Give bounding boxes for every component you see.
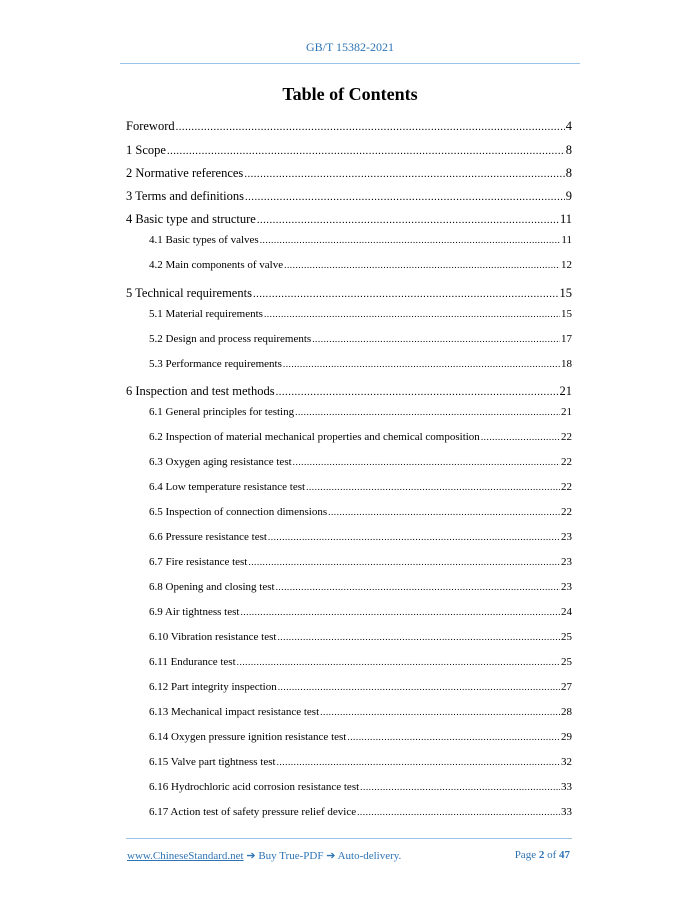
toc-entry-label: 2 Normative references [126, 166, 244, 180]
toc-entry-chapter[interactable] [126, 119, 572, 134]
site-link[interactable]: www.ChineseStandard.net [127, 850, 244, 862]
toc-entry-section[interactable] [149, 581, 572, 593]
toc-dot-leader [306, 483, 560, 493]
toc-entry-page: 21 [559, 384, 572, 398]
toc-dot-leader [295, 408, 560, 418]
toc-dot-leader [167, 146, 565, 157]
toc-entry-page: 21 [561, 406, 572, 418]
page-title: Table of Contents [282, 84, 418, 104]
toc-dot-leader [253, 289, 559, 300]
toc-entry-page: 8 [565, 143, 572, 157]
footer-rule [126, 838, 572, 839]
toc-entry-label: 6.17 Action test of safety pressure relief device [149, 806, 357, 818]
page-indicator [515, 849, 570, 861]
toc-dot-leader [260, 236, 561, 246]
page-total: 47 [559, 849, 570, 861]
toc-entry-page: 25 [561, 656, 572, 668]
toc-entry-section[interactable] [149, 481, 572, 493]
toc-entry-label: 6.7 Fire resistance test [149, 556, 248, 568]
toc-dot-leader [284, 261, 560, 271]
toc-entry-label: 4 Basic type and structure [126, 212, 256, 226]
toc-entry-page: 4 [565, 119, 572, 133]
toc-entry-chapter[interactable] [126, 143, 572, 158]
toc-entry-section[interactable] [149, 431, 572, 443]
toc-entry-label: 3 Terms and definitions [126, 189, 244, 203]
toc-entry-label: 6.8 Opening and closing test [149, 581, 275, 593]
toc-entry-label: 4.2 Main components of valve [149, 259, 284, 271]
toc-entry-label: 6 Inspection and test methods [126, 384, 275, 398]
toc-dot-leader [245, 192, 565, 203]
toc-entry-label: 6.2 Inspection of material mechanical properties and chemical composition [149, 431, 480, 443]
toc-entry-section[interactable] [149, 656, 572, 668]
toc-dot-leader [481, 433, 560, 443]
toc-entry-label: Foreword [126, 119, 175, 133]
toc-dot-leader [248, 558, 560, 568]
toc-dot-leader [328, 508, 560, 518]
toc-entry-label: 1 Scope [126, 143, 166, 157]
toc-entry-page: 22 [561, 506, 572, 518]
page-current: 2 [538, 849, 545, 861]
toc-entry-page: 24 [561, 606, 572, 618]
toc-entry-label: 5 Technical requirements [126, 286, 252, 300]
delivery-text: Auto-delivery. [337, 850, 402, 862]
toc-entry-page: 15 [561, 308, 572, 320]
buy-link[interactable]: Buy True-PDF [258, 850, 324, 862]
toc-dot-leader [357, 808, 560, 818]
toc-entry-section[interactable] [149, 706, 572, 718]
toc-dot-leader [293, 458, 560, 468]
toc-entry-section[interactable] [149, 731, 572, 743]
toc-entry-label: 5.1 Material requirements [149, 308, 263, 320]
toc-entry-chapter[interactable] [126, 166, 572, 181]
footer-promo [127, 849, 401, 862]
right-arrow-icon: ➔ [326, 850, 336, 862]
toc-dot-leader [278, 683, 560, 693]
toc-dot-leader [276, 387, 559, 398]
toc-entry-section[interactable] [149, 234, 572, 246]
toc-entry-page: 18 [561, 358, 572, 370]
toc-entry-page: 22 [561, 431, 572, 443]
toc-dot-leader [237, 658, 560, 668]
toc-entry-label: 6.15 Valve part tightness test [149, 756, 276, 768]
toc-entry-page: 11 [559, 212, 572, 226]
toc-entry-page: 23 [561, 531, 572, 543]
toc-entry-page: 9 [565, 189, 572, 203]
toc-entry-section[interactable] [149, 556, 572, 568]
toc-entry-label: 6.16 Hydrochloric acid corrosion resistance test [149, 781, 360, 793]
right-arrow-icon: ➔ [246, 850, 256, 862]
toc-entry-section[interactable] [149, 781, 572, 793]
toc-dot-leader [244, 169, 564, 180]
toc-entry-chapter[interactable] [126, 212, 572, 227]
toc-dot-leader [268, 533, 560, 543]
toc-entry-label: 6.1 General principles for testing [149, 406, 295, 418]
toc-entry-page: 32 [561, 756, 572, 768]
toc-dot-leader [277, 633, 560, 643]
toc-entry-page: 12 [561, 259, 572, 271]
toc-dot-leader [347, 733, 560, 743]
toc-entry-label: 6.10 Vibration resistance test [149, 631, 277, 643]
toc-entry-section[interactable] [149, 456, 572, 468]
toc-entry-section[interactable] [149, 333, 572, 345]
toc-entry-section[interactable] [149, 756, 572, 768]
toc-dot-leader [240, 608, 560, 618]
toc-entry-section[interactable] [149, 681, 572, 693]
toc-entry-page: 11 [561, 234, 572, 246]
toc-entry-section[interactable] [149, 631, 572, 643]
toc-entry-page: 22 [561, 481, 572, 493]
page-word: Page [514, 849, 537, 861]
toc-entry-section[interactable] [149, 806, 572, 818]
toc-entry-label: 6.9 Air tightness test [149, 606, 240, 618]
toc-dot-leader [264, 310, 560, 320]
toc-entry-page: 33 [561, 781, 572, 793]
toc-dot-leader [312, 335, 560, 345]
toc-entry-label: 6.3 Oxygen aging resistance test [149, 456, 292, 468]
toc-dot-leader [276, 583, 560, 593]
toc-entry-section[interactable] [149, 531, 572, 543]
header-rule [120, 63, 580, 64]
toc-dot-leader [360, 783, 560, 793]
toc-entry-label: 5.3 Performance requirements [149, 358, 282, 370]
toc-dot-leader [320, 708, 560, 718]
toc-dot-leader [176, 122, 565, 133]
toc-entry-section[interactable] [149, 506, 572, 518]
toc-entry-label: 4.1 Basic types of valves [149, 234, 259, 246]
toc-entry-page: 27 [561, 681, 572, 693]
toc-entry-chapter[interactable] [126, 384, 572, 399]
toc-entry-label: 6.4 Low temperature resistance test [149, 481, 306, 493]
toc-entry-label: 6.12 Part integrity inspection [149, 681, 277, 693]
toc-dot-leader [283, 360, 560, 370]
toc-entry-label: 6.13 Mechanical impact resistance test [149, 706, 320, 718]
toc-entry-label: 6.6 Pressure resistance test [149, 531, 267, 543]
toc-entry-chapter[interactable] [126, 286, 572, 301]
toc-entry-section[interactable] [149, 259, 572, 271]
toc-entry-label: 6.14 Oxygen pressure ignition resistance test [149, 731, 347, 743]
toc-entry-page: 23 [561, 556, 572, 568]
toc-entry-page: 15 [559, 286, 572, 300]
toc-entry-page: 25 [561, 631, 572, 643]
toc-entry-page: 22 [561, 456, 572, 468]
toc-entry-section[interactable] [149, 308, 572, 320]
toc-entry-section[interactable] [149, 406, 572, 418]
toc-dot-leader [257, 215, 559, 226]
toc-dot-leader [277, 758, 560, 768]
header-standard-code: GB/T 15382-2021 [305, 40, 395, 54]
toc-entry-section[interactable] [149, 358, 572, 370]
toc-entry-chapter[interactable] [126, 189, 572, 204]
toc-entry-label: 5.2 Design and process requirements [149, 333, 312, 345]
toc-entry-label: 6.5 Inspection of connection dimensions [149, 506, 328, 518]
page-of-word: of [547, 849, 557, 861]
toc-entry-label: 6.11 Endurance test [149, 656, 236, 668]
toc-entry-page: 29 [561, 731, 572, 743]
toc-entry-page: 28 [561, 706, 572, 718]
toc-entry-page: 33 [561, 806, 572, 818]
toc-entry-section[interactable] [149, 606, 572, 618]
toc-entry-page: 17 [561, 333, 572, 345]
toc-entry-page: 23 [561, 581, 572, 593]
toc-entry-page: 8 [565, 166, 572, 180]
